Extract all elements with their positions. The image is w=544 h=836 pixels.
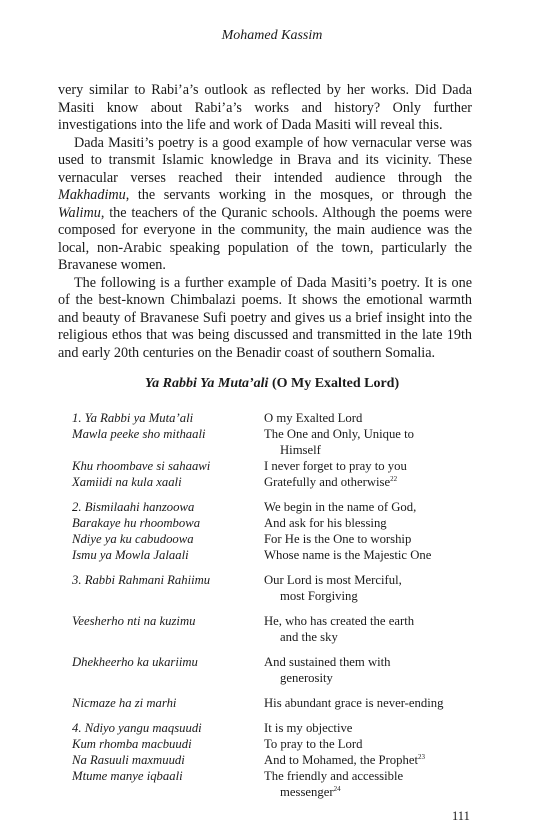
original-line: Xamiidi na kula xaali <box>72 475 182 489</box>
original-line: Khu rhoombave si sahaawi <box>72 459 211 473</box>
translation-text: Gratefully and otherwise <box>264 475 391 489</box>
translation-line: The friendly and accessible <box>264 769 404 783</box>
paragraph-1: very similar to Rabi’a’s outlook as reflected by her works. Did Dada Masiti know about Rabi’a’s works and history? Only further investigations into the life and work of Dada Masiti will reveal this. <box>58 82 472 133</box>
translation-line: And ask for his blessing <box>264 516 387 530</box>
translation-continuation: most Forgiving <box>280 589 358 603</box>
verse-row <box>72 695 492 711</box>
translation-line: Our Lord is most Merciful, <box>264 573 402 587</box>
translation-line: O my Exalted Lord <box>264 411 363 425</box>
footnote-marker: 24 <box>333 784 341 793</box>
footnote-marker: 22 <box>390 474 398 483</box>
original-line: 4. Ndiyo yangu maqsuudi <box>72 721 202 735</box>
verse-row <box>72 736 492 752</box>
original-line: Mawla peeke sho mithaali <box>72 427 206 441</box>
translation-line: The One and Only, Unique to <box>264 427 414 441</box>
body-text <box>58 82 472 362</box>
original-line: Dhekheerho ka ukariimu <box>72 655 198 669</box>
stanza-3-line-2 <box>72 613 492 645</box>
page-number: 111 <box>452 809 470 823</box>
footnote-marker: 23 <box>418 752 425 761</box>
original-line: Kum rhomba macbuudi <box>72 737 192 751</box>
stanza-3-line-3 <box>72 654 492 686</box>
verse-row <box>72 752 492 768</box>
original-line-empty <box>72 670 264 686</box>
original-line-empty <box>72 784 264 800</box>
translation-line: For He is the One to worship <box>264 532 412 546</box>
translation-line <box>264 752 492 768</box>
verse-row <box>72 784 492 800</box>
translation-continuation: and the sky <box>280 630 338 644</box>
translation-line: It is my objective <box>264 721 353 735</box>
translation-line <box>264 474 492 490</box>
verse-row <box>72 547 492 563</box>
translation-line: Whose name is the Majestic One <box>264 548 432 562</box>
verse-row <box>72 654 492 670</box>
verse-row <box>72 458 492 474</box>
original-line: Mtume manye iqbaali <box>72 769 183 783</box>
running-head: Mohamed Kassim <box>221 28 323 43</box>
paragraph-2 <box>58 135 472 275</box>
original-line-empty <box>72 442 264 458</box>
original-line-empty <box>72 588 264 604</box>
verse-row <box>72 499 492 515</box>
original-line-empty <box>72 629 264 645</box>
verse-row <box>72 720 492 736</box>
paragraph-3: The following is a further example of Dada Masiti’s poetry. It is one of the best-known Chimbalazi poems. It shows the emotional warmth and beauty of Bravanese Sufi poetry and gives us a brief insight into the religious ethos that was being discussed and transmitted in the late 19th and early 20th centuries on the Benadir coast of southern Somalia. <box>58 274 472 361</box>
poem-title-english: (O My Exalted Lord) <box>271 376 400 391</box>
original-line: 3. Rabbi Rahmani Rahiimu <box>72 573 211 587</box>
poem-title-chimbalazi: Ya Rabbi Ya Muta’ali <box>144 376 269 391</box>
translation-continuation: generosity <box>280 671 333 685</box>
original-line: Ismu ya Mowla Jalaali <box>72 548 189 562</box>
translation-line: I never forget to pray to you <box>264 459 407 473</box>
translation-text: And to Mohamed, the Prophet <box>264 753 418 767</box>
translation-continuation: Himself <box>280 443 321 457</box>
paragraph-2-part-e: , the teachers of the Quranic schools. Although the poems were composed for everyone in the community, the main audience was the local, non-Arabic speaking population of the town, particularly the Bravanese women. <box>58 204 472 273</box>
paragraph-2-part-a: Dada Masiti’s poetry is a good example of how vernacular verse was used to transmit Islamic knowledge in Brava and its vicinity. These vernacular verses reached their intended audience through the <box>58 134 472 186</box>
paragraph-2-part-c: , the servants working in the mosques, or through the <box>125 187 472 203</box>
verse-row <box>72 629 492 645</box>
translation-line: To pray to the Lord <box>264 737 363 751</box>
translation-text: messenger <box>280 785 334 799</box>
stanza-4 <box>72 720 492 800</box>
original-line: 1. Ya Rabbi ya Muta’ali <box>72 411 194 425</box>
translation-line: He, who has created the earth <box>264 614 415 628</box>
original-line: Ndiye ya ku cabudoowa <box>72 532 194 546</box>
stanza-2 <box>72 499 492 563</box>
verse-row <box>72 515 492 531</box>
verse-row <box>72 588 492 604</box>
original-line: 2. Bismilaahi hanzoowa <box>72 500 195 514</box>
verse-row <box>72 426 492 442</box>
term-makhadimu: Makhadimu <box>58 187 126 203</box>
poem-title <box>0 376 544 392</box>
translation-line: His abundant grace is never-ending <box>264 696 444 710</box>
stanza-1 <box>72 410 492 490</box>
verse-row <box>72 572 492 588</box>
verse-row <box>72 768 492 784</box>
translation-continuation <box>264 784 492 800</box>
term-walimu: Walimu <box>58 204 101 221</box>
original-line: Veesherho nti na kuzimu <box>72 614 196 628</box>
translation-line: We begin in the name of God, <box>264 500 417 514</box>
poem <box>72 410 492 809</box>
verse-row <box>72 613 492 629</box>
translation-line: And sustained them with <box>264 655 391 669</box>
original-line: Na Rasuuli maxmuudi <box>72 753 185 767</box>
verse-row <box>72 531 492 547</box>
verse-row <box>72 410 492 426</box>
verse-row <box>72 670 492 686</box>
verse-row <box>72 474 492 490</box>
original-line: Barakaye hu rhoombowa <box>72 516 201 530</box>
stanza-3-line-4 <box>72 695 492 711</box>
stanza-3 <box>72 572 492 604</box>
original-line: Nicmaze ha zi marhi <box>72 696 177 710</box>
verse-row <box>72 442 492 458</box>
